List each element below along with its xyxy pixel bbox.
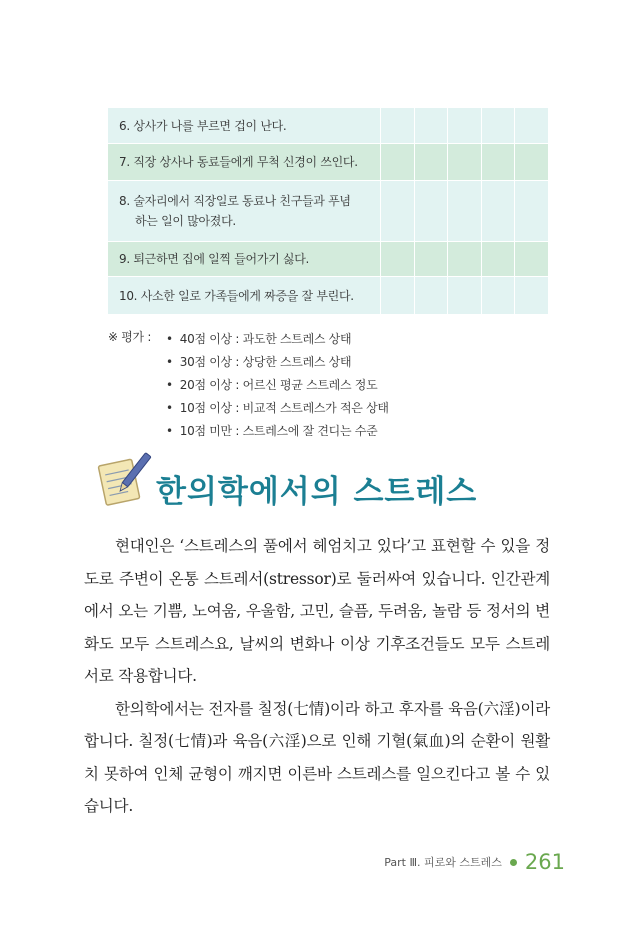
score-cell	[481, 242, 515, 276]
score-cell	[447, 277, 481, 314]
list-item: • 30점 이상 : 상당한 스트레스 상태	[166, 351, 466, 374]
score-cell	[514, 242, 548, 276]
score-cell	[447, 181, 481, 241]
page-number: 261	[524, 850, 565, 874]
score-cell	[414, 277, 448, 314]
evaluation-label: ※ 평가 :	[108, 330, 152, 344]
checklist-table	[108, 108, 548, 315]
score-cell	[514, 108, 548, 143]
score-cell	[514, 181, 548, 241]
evaluation-list	[166, 328, 466, 443]
list-item: • 20점 이상 : 어르신 평균 스트레스 정도	[166, 374, 466, 397]
score-cell	[380, 144, 414, 180]
page-footer	[384, 850, 565, 874]
table-row	[108, 181, 548, 242]
list-item: • 10점 미만 : 스트레스에 잘 견디는 수준	[166, 420, 466, 443]
score-cell	[380, 277, 414, 314]
paragraph: 한의학에서는 전자를 칠정(七情)이라 하고 후자를 육음(六淫)이라 합니다. 칠정(七情)과 육음(六淫)으로 인해 기혈(氣血)의 순환이 원활치 못하여 인체 균형이 깨지면 이른바 스트레스를 일으킨다고 볼 수 있습니다.	[84, 699, 550, 815]
notepad-pen-icon	[94, 448, 152, 510]
score-cell	[380, 108, 414, 143]
table-row	[108, 108, 548, 144]
list-item: • 10점 이상 : 비교적 스트레스가 적은 상태	[166, 397, 466, 420]
table-row	[108, 144, 548, 181]
paragraph: 현대인은 ‘스트레스의 풀에서 헤엄치고 있다’고 표현할 수 있을 정도로 주변이 온통 스트레서(stressor)로 둘러싸여 있습니다. 인간관계에서 오는 기쁨, 노여움, 우울함, 고민, 슬픔, 두려움, 놀람 등 정서의 변화도 모두 스트레스요, 날씨의 변화나 이상 기후조건들도 모두 스트레서로 작용합니다.	[84, 537, 550, 685]
score-cell	[481, 277, 515, 314]
score-cell	[481, 144, 515, 180]
score-cell	[380, 242, 414, 276]
score-cell	[447, 242, 481, 276]
score-cell	[414, 181, 448, 241]
score-cell	[414, 242, 448, 276]
running-footer: Part Ⅲ. 피로와 스트레스	[384, 856, 502, 869]
question-cell: 9. 퇴근하면 집에 일찍 들어가기 싫다.	[119, 252, 310, 266]
question-cell: 7. 직장 상사나 동료들에게 무척 신경이 쓰인다.	[119, 155, 358, 169]
question-cell: 10. 사소한 일로 가족들에게 짜증을 잘 부린다.	[119, 288, 354, 303]
score-cell	[481, 181, 515, 241]
body-text	[84, 530, 550, 823]
section-title: 한의학에서의 스트레스	[156, 474, 478, 510]
score-cell	[447, 108, 481, 143]
list-item: • 40점 이상 : 과도한 스트레스 상태	[166, 328, 466, 351]
score-cell	[380, 181, 414, 241]
score-cell	[481, 108, 515, 143]
question-cell: 6. 상사가 나를 부르면 겁이 난다.	[119, 118, 287, 133]
score-cell	[514, 277, 548, 314]
score-cell	[447, 144, 481, 180]
score-cell	[414, 144, 448, 180]
table-row	[108, 277, 548, 315]
question-cell: 8. 술자리에서 직장일로 동료나 친구들과 푸념 하는 일이 많아졌다.	[119, 194, 351, 228]
score-cell	[414, 108, 448, 143]
table-row	[108, 242, 548, 277]
score-cell	[514, 144, 548, 180]
bullet-dot-icon	[510, 859, 517, 866]
